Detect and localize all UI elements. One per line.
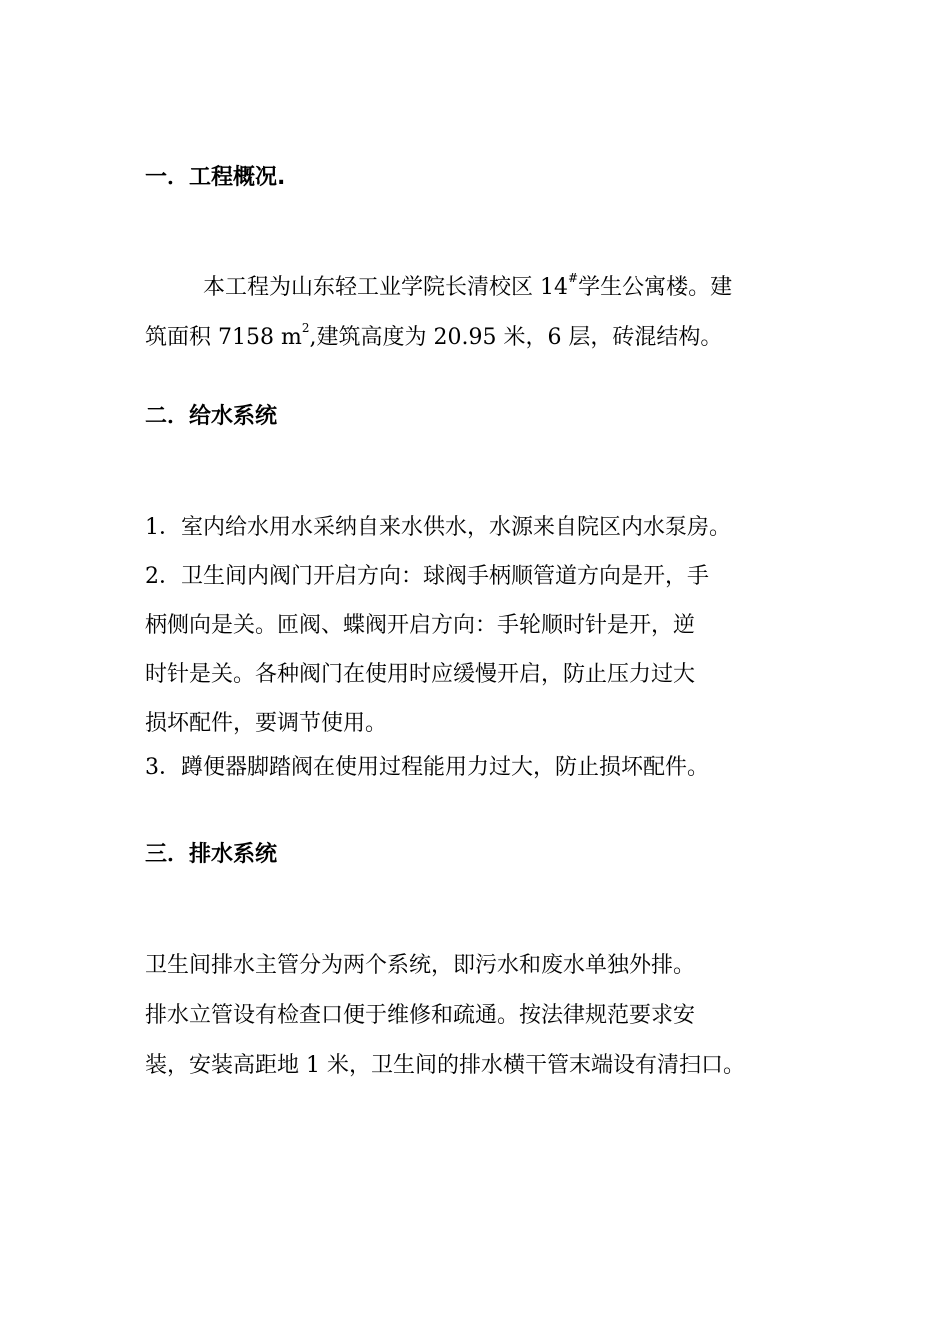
overview-line-1-tail: 学生公寓楼。建 (578, 275, 733, 300)
water-supply-line-4: 时针是关。各种阀门在使用时应缓慢开启，防止压力过大 (145, 662, 696, 687)
drainage-line-1: 卫生间排水主管分为两个系统，即污水和废水单独外排。 (145, 953, 696, 978)
overview-line-1-text: 本工程为山东轻工业学院长清校区 14 (203, 275, 568, 300)
water-supply-line-2: 2．卫生间内阀门开启方向：球阀手柄顺管道方向是开，手 (145, 564, 709, 589)
water-supply-line-5: 损坏配件，要调节使用。 (145, 711, 388, 736)
drainage-line-2: 排水立管设有检查口便于维修和疏通。按法律规范要求安 (145, 1003, 696, 1028)
overview-line-2-tail: ,建筑高度为 20.95 米，6 层，砖混结构。 (309, 325, 723, 350)
overview-line-2 (145, 313, 825, 363)
water-supply-line-3: 柄侧向是关。匝阀、蝶阀开启方向：手轮顺时针是开，逆 (145, 613, 696, 638)
section-heading-overview: 一．工程概况. (145, 165, 286, 190)
overview-line-1 (145, 263, 825, 313)
water-supply-line-6: 3．蹲便器脚踏阀在使用过程能用力过大，防止损坏配件。 (145, 755, 709, 780)
building-number-mark: # (568, 271, 579, 285)
water-supply-paragraph (145, 503, 825, 790)
water-supply-line-1: 1．室内给水用水采纳自来水供水，水源来自院区内水泵房。 (145, 515, 731, 540)
overview-paragraph (145, 263, 825, 363)
drainage-paragraph (145, 941, 825, 1091)
drainage-line-3: 装，安装高距地 1 米，卫生间的排水横干管末端设有清扫口。 (145, 1053, 745, 1078)
area-unit-exponent: 2 (301, 321, 310, 335)
section-heading-drainage: 三．排水系统 (145, 842, 278, 867)
overview-line-2-text: 筑面积 7158 m (145, 325, 302, 350)
section-heading-water-supply: 二．给水系统 (145, 404, 278, 429)
